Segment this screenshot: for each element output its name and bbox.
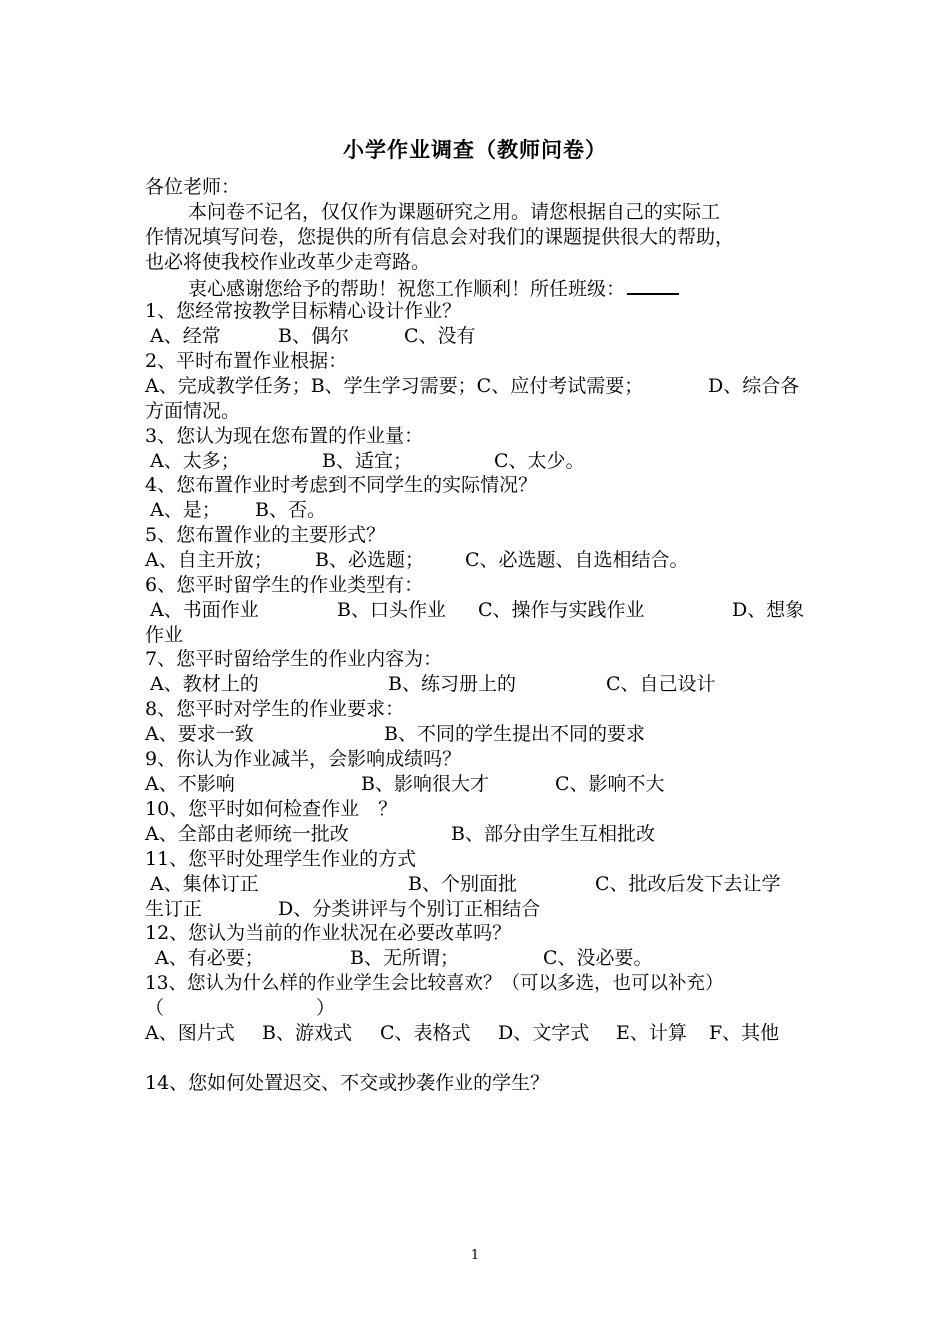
option[interactable]: C、表格式 — [380, 1022, 471, 1044]
option[interactable]: A、是； — [150, 499, 221, 521]
question-1: 1、您经常按教学目标精心设计作业？ — [145, 300, 462, 322]
option[interactable]: C、必选题、自选相结合。 — [465, 549, 689, 571]
question-8: 8、您平时对学生的作业要求： — [145, 698, 405, 720]
class-blank[interactable] — [627, 275, 679, 295]
greeting: 各位老师： — [145, 176, 241, 198]
question-12: 12、您认为当前的作业状况在必要改革吗？ — [145, 922, 512, 944]
question-13-blank[interactable]: （ ） — [145, 997, 336, 1019]
intro-line-1: 本问卷不记名，仅仅作为课题研究之用。请您根据自己的实际工 — [188, 201, 721, 223]
option[interactable]: F、其他 — [709, 1022, 780, 1044]
option[interactable]: A、图片式 — [145, 1022, 235, 1044]
option[interactable]: B、无所谓； — [350, 947, 459, 969]
option[interactable]: C、太少。 — [494, 450, 585, 472]
page-number: 1 — [470, 1248, 480, 1263]
continuation-text: 生订正 — [145, 898, 203, 920]
option[interactable]: E、计算 — [616, 1022, 687, 1044]
option[interactable]: C、影响不大 — [555, 773, 665, 795]
option[interactable]: C、操作与实践作业 — [478, 599, 645, 621]
option[interactable]: B、不同的学生提出不同的要求 — [384, 723, 645, 745]
option[interactable]: B、部分由学生互相批改 — [451, 823, 655, 845]
option[interactable]: A、集体订正 — [150, 873, 259, 895]
option[interactable]: B、影响很大才 — [361, 773, 489, 795]
intro-line-3: 也必将使我校作业改革少走弯路。 — [145, 251, 431, 273]
option[interactable]: A、完成教学任务；B、学生学习需要；C、应付考试需要； — [145, 375, 644, 397]
question-2-continuation: 方面情况。 — [145, 400, 241, 422]
option[interactable]: B、游戏式 — [262, 1022, 352, 1044]
question-3: 3、您认为现在您布置的作业量： — [145, 425, 424, 447]
option[interactable]: A、有必要； — [155, 947, 264, 969]
thanks-line — [188, 275, 868, 302]
option[interactable]: A、经常 — [150, 325, 221, 347]
question-11: 11、您平时处理学生作业的方式 — [145, 848, 417, 870]
option[interactable]: D、分类讲评与个别订正相结合 — [278, 898, 541, 920]
question-4: 4、您布置作业时考虑到不同学生的实际情况？ — [145, 474, 538, 496]
option[interactable]: A、教材上的 — [150, 673, 259, 695]
option[interactable]: A、要求一致 — [145, 723, 254, 745]
option[interactable]: D、文字式 — [498, 1022, 590, 1044]
option[interactable]: B、适宜； — [322, 450, 412, 472]
option[interactable]: A、书面作业 — [150, 599, 259, 621]
question-7: 7、您平时留给学生的作业内容为： — [145, 648, 443, 670]
option[interactable]: D、综合各 — [708, 375, 800, 397]
option[interactable]: A、自主开放； — [145, 549, 273, 571]
question-10: 10、您平时如何检查作业 ？ — [145, 798, 398, 820]
question-2: 2、平时布置作业根据： — [145, 350, 348, 372]
question-9: 9、你认为作业减半，会影响成绩吗？ — [145, 748, 462, 770]
question-5: 5、您布置作业的主要形式？ — [145, 524, 386, 546]
page-title: 小学作业调查（教师问卷） — [343, 137, 607, 162]
option[interactable]: B、口头作业 — [337, 599, 446, 621]
option[interactable]: D、想象 — [732, 599, 805, 621]
question-6: 6、您平时留学生的作业类型有： — [145, 574, 424, 596]
option[interactable]: B、必选题； — [315, 549, 424, 571]
option[interactable]: B、个别面批 — [408, 873, 517, 895]
option[interactable]: A、不影响 — [145, 773, 235, 795]
question-14: 14、您如何处置迟交、不交或抄袭作业的学生？ — [145, 1072, 550, 1094]
option[interactable]: C、没有 — [404, 325, 476, 347]
option[interactable]: B、否。 — [255, 499, 326, 521]
intro-line-2: 作情况填写问卷，您提供的所有信息会对我们的课题提供很大的帮助， — [145, 226, 735, 248]
option[interactable]: B、偶尔 — [278, 325, 349, 347]
question-13: 13、您认为什么样的作业学生会比较喜欢？（可以多选，也可以补充） — [145, 973, 724, 994]
option[interactable]: C、没必要。 — [543, 947, 653, 969]
thanks-text: 衷心感谢您给予的帮助！祝您工作顺利！所任班级： — [188, 278, 626, 300]
option[interactable]: C、批改后发下去让学 — [595, 873, 781, 895]
option[interactable]: C、自己设计 — [606, 673, 716, 695]
option[interactable]: A、太多； — [150, 450, 240, 472]
option[interactable]: B、练习册上的 — [388, 673, 516, 695]
question-6-continuation: 作业 — [145, 624, 184, 646]
option[interactable]: A、全部由老师统一批改 — [145, 823, 349, 845]
